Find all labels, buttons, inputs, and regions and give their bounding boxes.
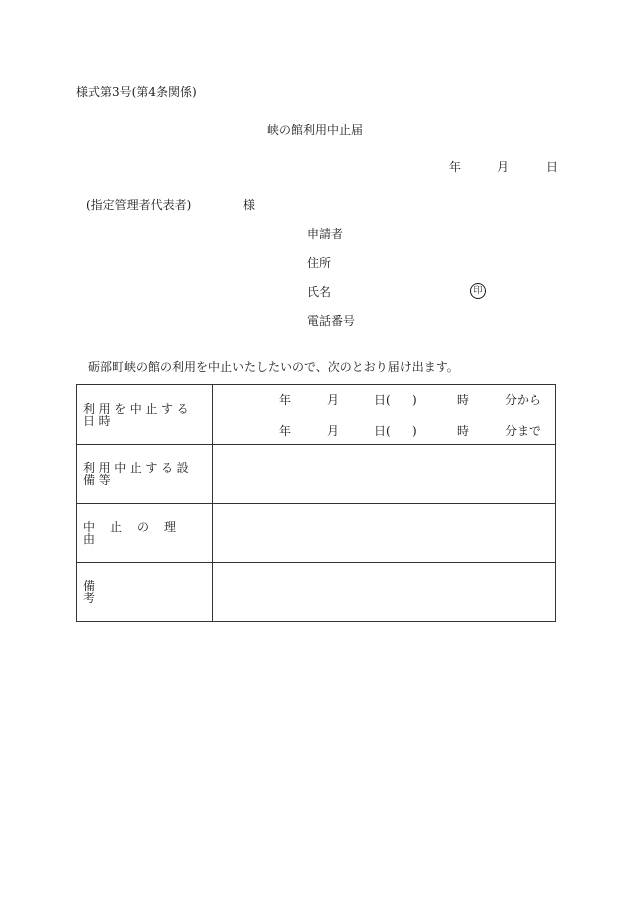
to-close-paren: ) xyxy=(412,424,417,438)
from-month: 月 xyxy=(327,393,340,407)
reason-value-cell[interactable] xyxy=(213,504,556,563)
equipment-label: 利用中止する設備等 xyxy=(83,461,193,487)
from-day: 日( xyxy=(374,393,391,407)
form-number: 様式第3号(第4条関係) xyxy=(76,85,197,99)
intro-text: 砺部町峡の館の利用を中止いたしたいので、次のとおり届け出ます。 xyxy=(88,360,459,374)
addressee-honorific: 様 xyxy=(243,198,256,212)
to-hour: 時 xyxy=(457,424,470,438)
to-month: 月 xyxy=(327,424,340,438)
from-minute: 分から xyxy=(505,393,542,407)
datetime-label-cell xyxy=(77,385,213,445)
remarks-value-cell[interactable] xyxy=(213,563,556,622)
form-table xyxy=(76,384,556,622)
datetime-row xyxy=(77,385,556,445)
to-minute: 分まで xyxy=(505,424,542,438)
reason-row xyxy=(77,504,556,563)
date-day-label: 日 xyxy=(546,160,559,174)
to-year: 年 xyxy=(279,424,292,438)
date-month-label: 月 xyxy=(497,160,510,174)
equipment-row xyxy=(77,445,556,504)
datetime-label-char: 利用を中止する日時 xyxy=(83,401,193,428)
from-hour: 時 xyxy=(457,393,470,407)
addressee-name: (指定管理者代表者) xyxy=(86,198,192,212)
seal-mark-icon: 印 xyxy=(470,283,486,299)
address-label: 住所 xyxy=(307,256,332,270)
datetime-value-cell[interactable] xyxy=(213,385,556,445)
to-day: 日( xyxy=(374,424,391,438)
phone-label: 電話番号 xyxy=(307,314,356,328)
from-close-paren: ) xyxy=(412,393,417,407)
reason-label-cell xyxy=(77,504,213,563)
date-year-label: 年 xyxy=(449,160,462,174)
equipment-value-cell[interactable] xyxy=(213,445,556,504)
from-year: 年 xyxy=(279,393,292,407)
name-label: 氏名 xyxy=(307,285,332,299)
applicant-label: 申請者 xyxy=(307,227,344,241)
form-title: 峡の館利用中止届 xyxy=(266,123,363,137)
reason-label: 中止の理由 xyxy=(83,520,192,546)
remarks-row xyxy=(77,563,556,622)
remarks-label-cell xyxy=(77,563,213,622)
datetime-label xyxy=(77,403,212,427)
remarks-label: 備考 xyxy=(83,579,195,605)
equipment-label-cell xyxy=(77,445,213,504)
